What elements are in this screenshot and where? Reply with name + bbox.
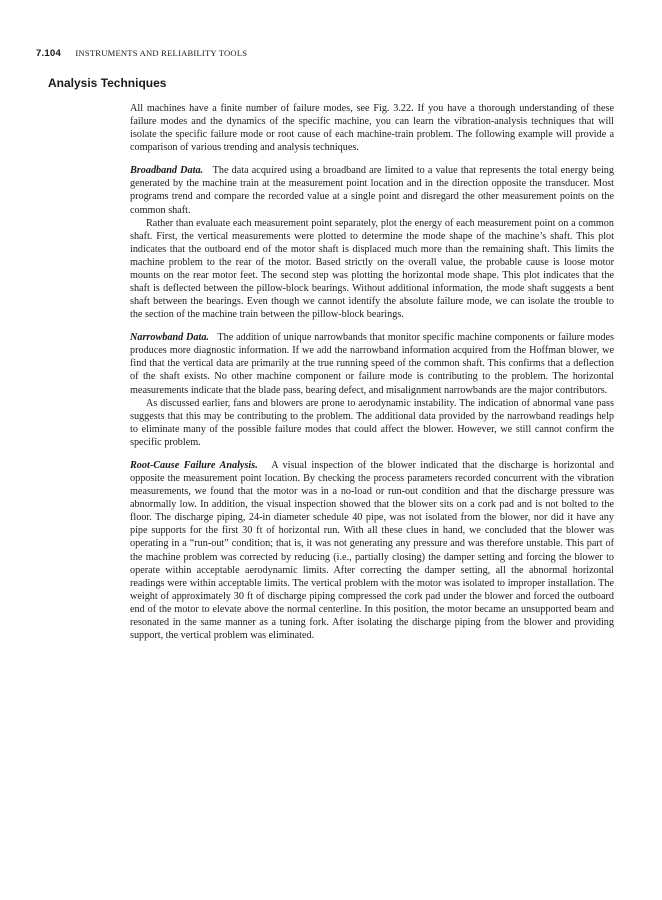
rootcause-heading: Root-Cause Failure Analysis.: [130, 459, 258, 471]
intro-paragraph: All machines have a finite number of failure modes, see Fig. 3.22. If you have a thorough understanding of these failure modes and the dynamics of the specific machine, you can learn the vibration-analysis techniques that will isolate the specific failure mode or root cause of each machine-train problem. The following example will provide a comparison of various trending and analysis techniques.: [130, 103, 614, 154]
rootcause-text: A visual inspection of the blower indicated that the discharge is horizontal and opposite the measurement point location. By checking the process parameters recorded concurrent with the vibration measurements, we found that the motor was in a no-load or run-out condition and that the discharge pressure was abnormally low. In addition, the visual inspection showed that the blower sits on a cork pad and is not bolted to the floor. The discharge piping, 24-in diameter schedule 40 pipe, was not isolated from the blower, nor did it have any pipe supports for the first 30 ft of horizontal run. With all these clues in hand, we concluded that the blower was operating in a “run-out” condition; that is, it was not generating any pressure and was therefore unstable. This part of the machine problem was corrected by reducing (i.e., partially closing) the damper setting and forcing the blower to operate within acceptable aerodynamic limits. After correcting the damper setting, all the abnormal horizontal readings were within acceptable limits. The vertical problem with the motor was isolated to improper installation. The weight of approximately 30 ft of discharge piping compressed the cork pad under the blower and forced the outboard end of the motor to elevate above the normal centerline. In this position, the motor became an unsupported beam and resonated in the same manner as a tuning fork. After isolating the discharge piping from the blower and providing support, the vertical problem was eliminated.: [130, 459, 614, 641]
narrowband-heading: Narrowband Data.: [130, 332, 209, 344]
broadband-text-1: The data acquired using a broadband are limited to a value that represents the total energy being generated by the machine train at the measurement point location and in the direction opposite the transducer. Most programs trend and compare the recorded value at a single point and disregard the other measurement points on the common shaft.: [130, 165, 614, 216]
narrowband-paragraph-2: As discussed earlier, fans and blowers are prone to aerodynamic instability. The indication of abnormal vane pass suggests that this may be contributing to the problem. The additional data provided by the narrowband readings help to eliminate many of the possible failure modes that could affect the blower. However, we still cannot confirm the specific problem.: [130, 397, 614, 448]
running-title: INSTRUMENTS AND RELIABILITY TOOLS: [75, 48, 248, 58]
section-title: Analysis Techniques: [48, 76, 167, 90]
narrowband-text-1: The addition of unique narrowbands that monitor specific machine components or failure modes produces more diagnostic information. If we add the narrowband information acquired from the Hoffman blower, we find that the vertical data are primarily at the true running speed of the common shaft. This confirms that a deflection of the shaft exists. No other machine component or failure mode is contributing to the problem. The horizontal measurements indicate that the blade pass, bearing defect, and misalignment narrowbands are the major contributors.: [130, 332, 615, 396]
broadband-paragraph-1: [130, 164, 614, 216]
broadband-paragraph-2: Rather than evaluate each measurement point separately, plot the energy of each measurement point on a common shaft. First, the vertical measurements were plotted to determine the mode shape of the machine’s shaft. This plot indicates that the outboard end of the motor shaft is displaced much more than the remaining shaft. This limits the machine problem to the rear of the motor. Based strictly on the overall value, the probable cause is loose motor mounts on the rear motor feet. The second step was plotting the horizontal mode shape. This plot indicates that the shaft is deflected between the pillow-block bearings. Without additional information, the mode shaft suggests a bent shaft between the bearings. Even though we cannot identify the absolute failure mode, we can isolate the trouble to the section of the machine train between the pillow-block bearings.: [130, 217, 614, 321]
page-number: 7.104: [36, 48, 62, 59]
broadband-heading: Broadband Data.: [130, 165, 204, 177]
narrowband-paragraph-1: [130, 331, 614, 396]
body-text: [130, 102, 614, 642]
rootcause-paragraph: [130, 459, 614, 642]
running-head: [36, 48, 247, 59]
